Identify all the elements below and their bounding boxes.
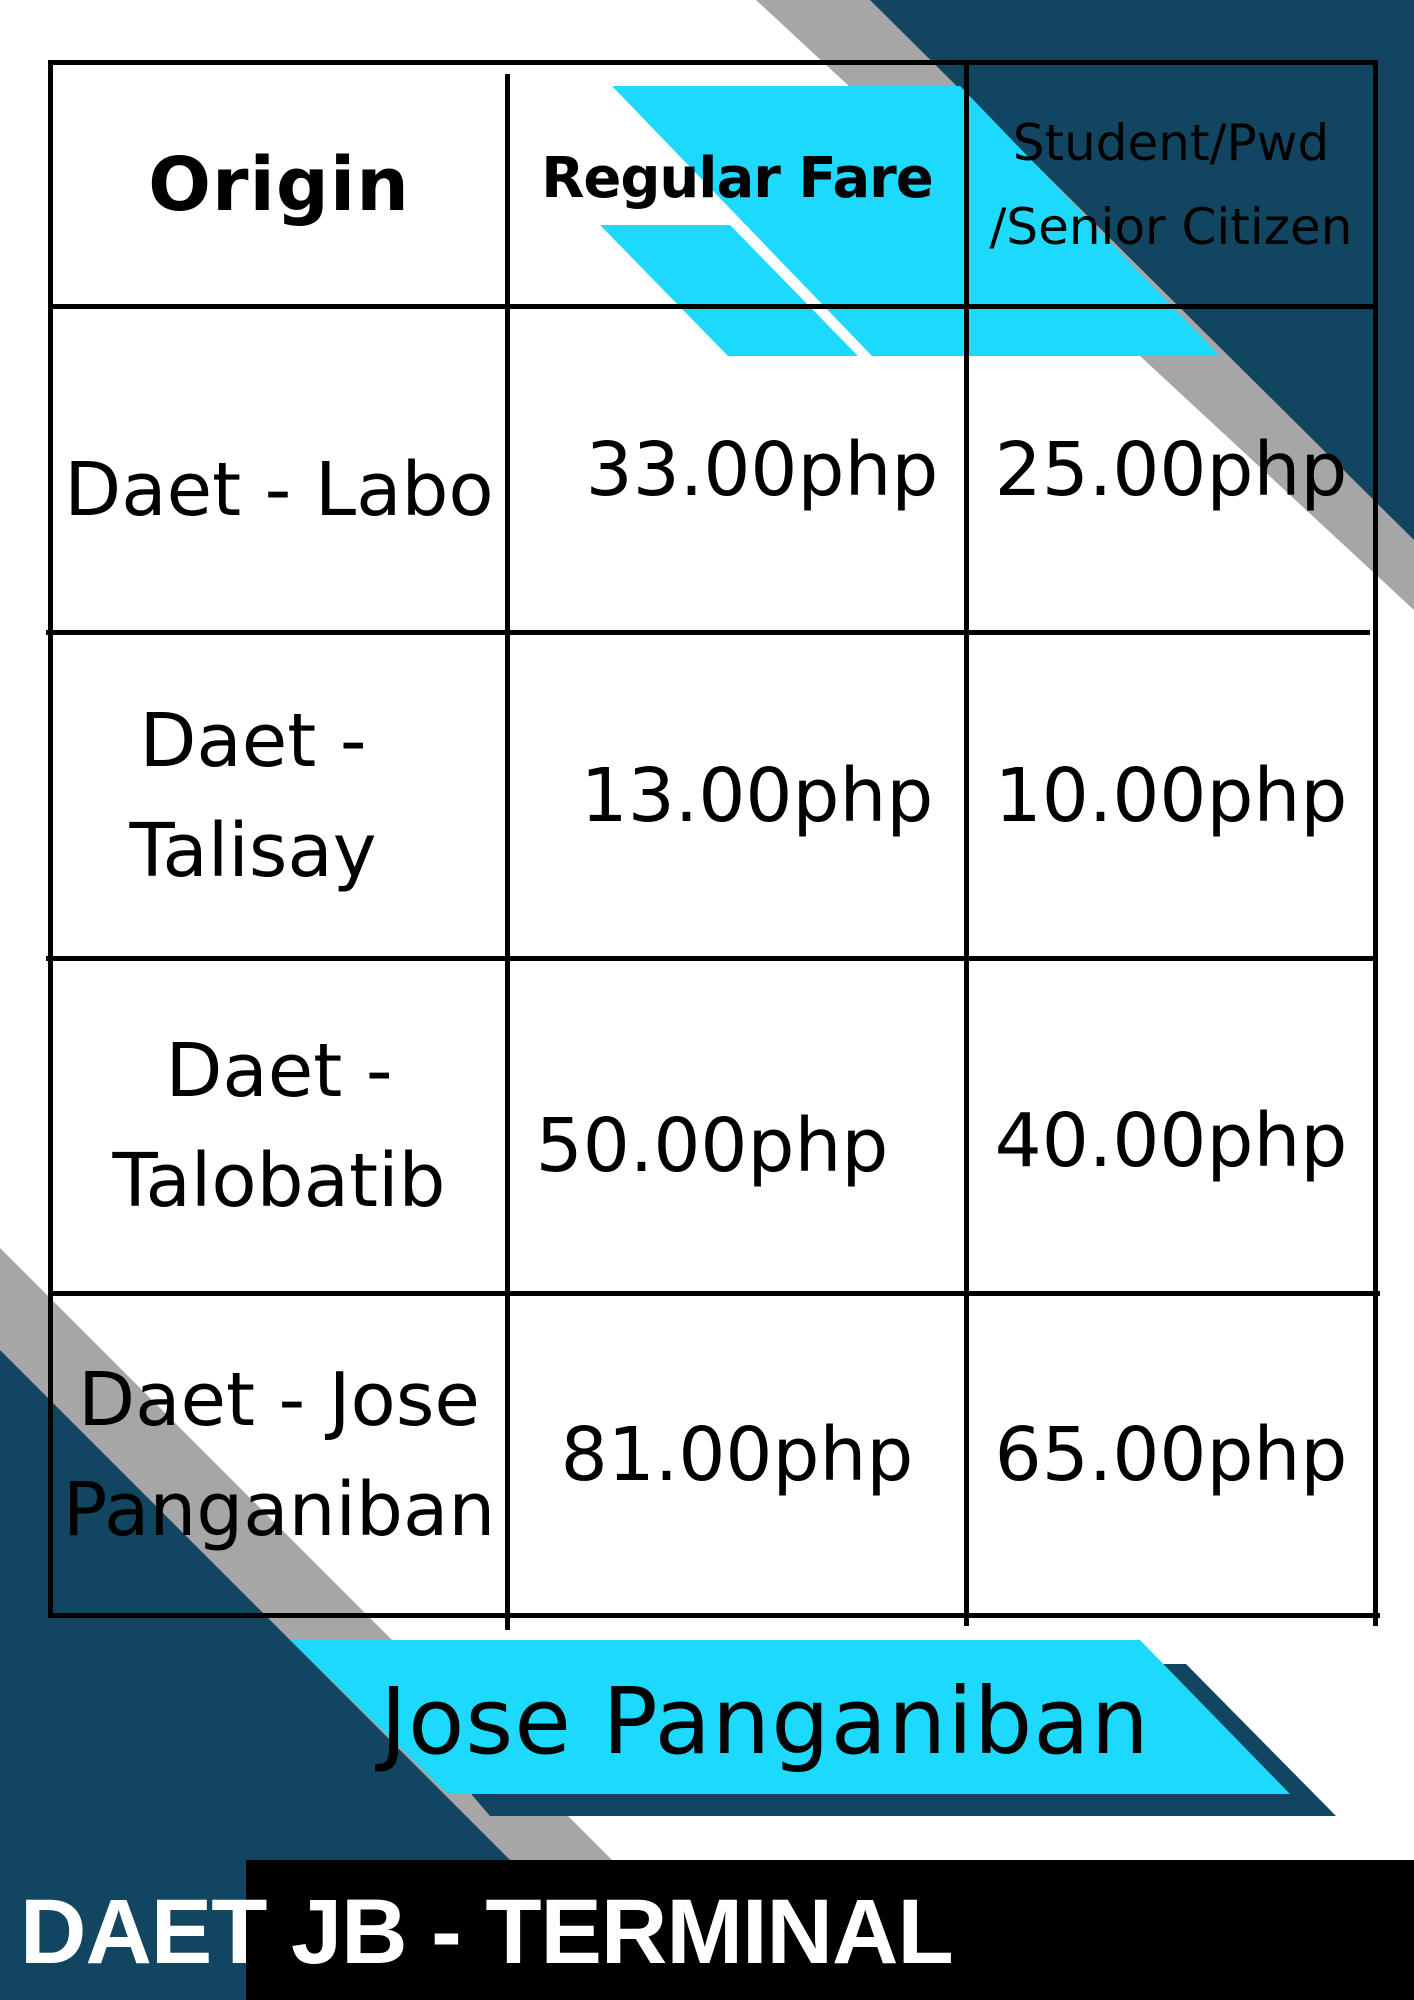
table-row-1-student: 25.00php: [994, 426, 1348, 513]
table-row-3-regular: 50.00php: [535, 1103, 889, 1189]
table-row-2-origin: Daet - Talisay: [129, 697, 377, 894]
table-row-2-regular: 13.00php: [580, 752, 934, 839]
terminal-title: DAET JB - TERMINAL: [20, 1881, 953, 1983]
header-student-pwd-senior: Student/Pwd /Senior Citizen: [989, 113, 1353, 256]
header-origin: Origin: [148, 141, 410, 228]
destination-banner: Jose Panganiban: [380, 1668, 1150, 1775]
table-row-1-regular: 33.00php: [585, 426, 939, 513]
table-border-bottom: [48, 1613, 1380, 1618]
header-regular-fare: Regular Fare: [541, 146, 933, 211]
table-row-4-student: 65.00php: [994, 1411, 1348, 1498]
table-row-3-origin: Daet - Talobatib: [112, 1028, 446, 1224]
table-row-4-regular: 81.00php: [560, 1411, 914, 1498]
table-row-2-student: 10.00php: [994, 752, 1348, 839]
table-row-3-student: 40.00php: [994, 1098, 1348, 1184]
table-border-right: [1373, 60, 1378, 1626]
table-row-4-origin: Daet - Jose Panganiban: [62, 1356, 496, 1553]
table-row-1-origin: Daet - Labo: [64, 446, 494, 533]
